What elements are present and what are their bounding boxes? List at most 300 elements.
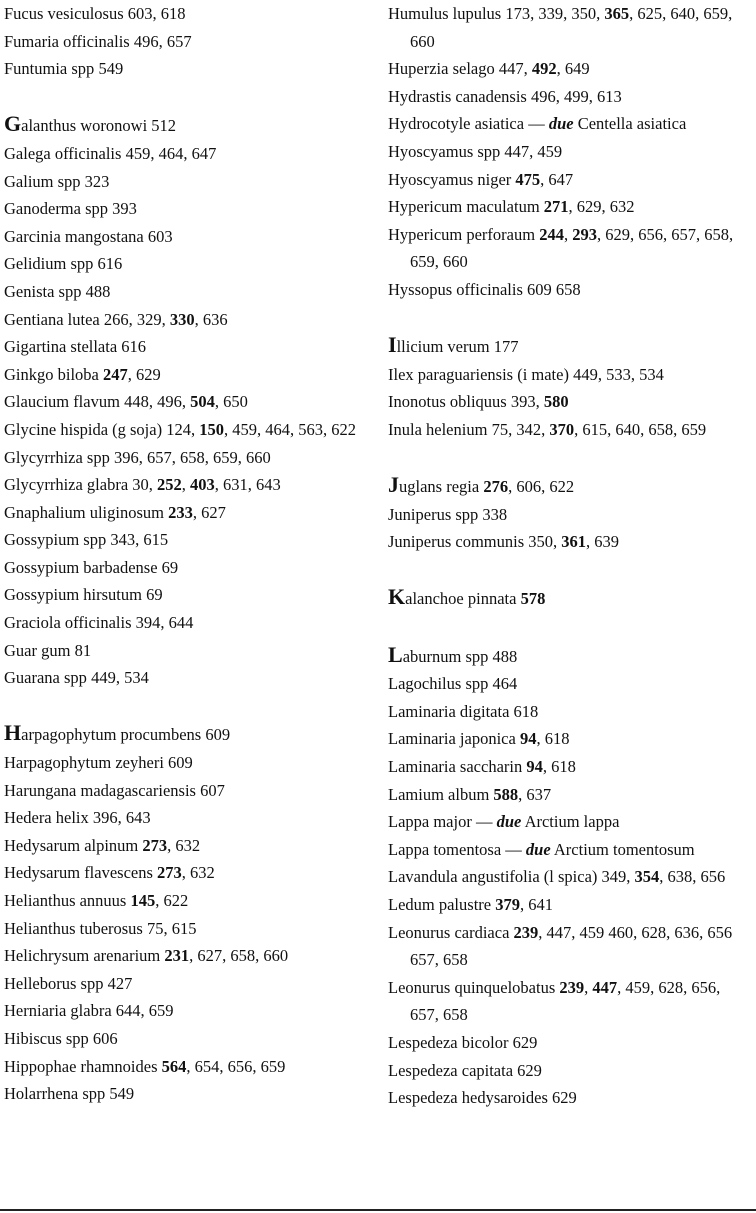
page-ref: 580 (543, 392, 569, 412)
page-ref: 616 (121, 337, 147, 357)
page-ref: 618 (544, 729, 570, 749)
page-ref: 649 (564, 59, 590, 79)
index-entry (388, 808, 752, 836)
index-entry: Leonurus quinquelobatus 239, 447, 459, 628, 656, 657, 658 (388, 977, 721, 1025)
page-ref: 69 (146, 585, 163, 605)
page-ref: 338 (482, 504, 508, 524)
page-ref: 94 (526, 757, 543, 777)
index-entry: Hyoscyamus niger 475, 647 (388, 169, 574, 189)
page-ref: 622 (331, 419, 356, 439)
index-entry (4, 195, 374, 223)
index-entry: Laminaria japonica 94, 618 (388, 729, 570, 749)
index-entry: Gnaphalium uliginosum 233, 627 (4, 502, 226, 522)
page-ref: 629 (552, 1088, 577, 1108)
page-ref: 656 (227, 1056, 253, 1076)
section-initial: H (4, 720, 22, 746)
index-entry: Juniperus communis 350, 361, 639 (388, 532, 619, 552)
page-ref: 323 (84, 171, 110, 191)
page-ref: 293 (572, 224, 597, 244)
page-ref: 629 (605, 224, 630, 244)
entry-name: Hydrocotyle asiatica — (388, 114, 545, 134)
see-reference: due (496, 812, 522, 832)
page-ref: 607 (200, 780, 225, 800)
page-ref: 656 (700, 867, 726, 887)
entry-name: Hippophae rhamnoides (4, 1056, 158, 1076)
page-ref: 449 (91, 668, 116, 688)
page-ref: 637 (526, 784, 552, 804)
page-ref: 496 (133, 31, 159, 51)
page-ref: 641 (528, 895, 553, 914)
page-ref: 233 (168, 502, 193, 522)
entry-name: Helichrysum arenarium (4, 946, 161, 966)
index-entry (388, 583, 752, 613)
page-ref: 177 (493, 337, 519, 357)
index-entry: Graciola officinalis 394, 644 (4, 613, 194, 633)
index-entry: Hippophae rhamnoides 564, 654, 656, 659 (4, 1056, 286, 1076)
entry-name: Leonurus quinquelobatus (388, 977, 556, 997)
page-ref: 656 (638, 224, 663, 244)
see-reference: due (548, 114, 574, 134)
index-entry: Helichrysum arenarium 231, 627, 658, 660 (4, 946, 289, 966)
entry-name: Helianthus annuus (4, 891, 127, 910)
index-entry: Gentiana lutea 266, 329, 330, 636 (4, 309, 228, 329)
page-ref: 657 (671, 224, 696, 244)
entry-name: Inonotus obliquus (388, 392, 507, 412)
page-ref: 660 (263, 946, 289, 966)
index-entry: Inula helenium 75, 342, 370, 615, 640, 658, 659 (388, 419, 707, 439)
entry-name: Juniperus spp (388, 504, 479, 524)
index-entry: Inonotus obliquus 393, 580 (388, 392, 569, 412)
entry-name: Ledum palustre (388, 895, 492, 914)
page-ref: 659 (212, 447, 238, 467)
page-ref: 447 (546, 922, 572, 942)
page-ref: 396 (92, 808, 118, 828)
page-ref: 643 (256, 475, 281, 495)
page-ref: 342 (516, 419, 542, 439)
entry-name: Hibiscus spp (4, 1028, 89, 1048)
page-ref: 660 (443, 252, 468, 272)
page-ref: 631 (223, 475, 248, 495)
page-ref: 625 (637, 4, 663, 23)
page-ref: 603 (127, 4, 153, 23)
index-entry: Helianthus tuberosus 75, 615 (4, 918, 197, 938)
see-reference: due (525, 839, 551, 859)
page-ref: 499 (563, 86, 589, 106)
index-entry (388, 836, 752, 864)
section-gap (388, 613, 752, 641)
page-ref: 549 (109, 1084, 135, 1104)
entry-name: Lappa tomentosa — (388, 839, 522, 859)
page-ref: 659 (410, 252, 435, 272)
entry-name: alanthus woronowi (21, 116, 148, 136)
index-entry: Guarana spp 449, 534 (4, 668, 149, 688)
page-ref: 329 (136, 309, 162, 329)
entry-name: Hypericum maculatum (388, 197, 540, 217)
page-ref: 266 (103, 309, 129, 329)
page-ref: 244 (539, 224, 564, 244)
entry-name: Ginkgo biloba (4, 364, 99, 384)
entry-name: Guarana spp (4, 668, 87, 688)
page-ref: 69 (161, 557, 179, 577)
page-ref: 657 (146, 447, 172, 467)
entry-name: Genista spp (4, 281, 82, 301)
section-initial: L (388, 641, 403, 667)
entry-name: Guar gum (4, 640, 71, 660)
entry-name: Helianthus tuberosus (4, 918, 143, 938)
page-ref: 349 (601, 867, 627, 887)
entry-name: Holarrhena spp (4, 1084, 106, 1104)
index-entry (388, 276, 752, 304)
page-ref: 379 (495, 895, 520, 914)
index-entry: Glycyrrhiza spp 396, 657, 658, 659, 660 (4, 447, 271, 467)
index-entry (4, 250, 374, 278)
page-ref: 252 (157, 475, 182, 495)
entry-name: Gigartina stellata (4, 337, 118, 357)
page-ref: 644 (115, 1001, 141, 1021)
page-ref: 609 (205, 725, 231, 745)
page-ref: 588 (493, 784, 519, 804)
section-gap (4, 692, 374, 720)
page-ref: 30 (132, 475, 149, 495)
entry-name: Galega officinalis (4, 143, 122, 163)
page-ref: 659 (260, 1056, 286, 1076)
page-ref: 75 (491, 419, 509, 439)
entry-name: Lespedeza bicolor (388, 1032, 509, 1052)
section-gap (388, 304, 752, 332)
index-entry: Glycine hispida (g soja) 124, 150, 459, 464, 563, 622 (4, 419, 356, 439)
page-ref: 350 (528, 532, 553, 552)
index-entry (388, 641, 752, 671)
index-entry: Fumaria officinalis 496, 657 (4, 31, 192, 51)
page-ref: 636 (202, 309, 228, 329)
page-ref: 658 (230, 946, 256, 966)
entry-name: Hedysarum flavescens (4, 863, 153, 883)
index-entry (388, 1084, 752, 1112)
entry-name: Glycyrrhiza glabra (4, 475, 129, 495)
entry-name: Gelidium spp (4, 254, 94, 274)
entry-name: Inula helenium (388, 419, 488, 439)
index-entry: Humulus lupulus 173, 339, 350, 365, 625, 640, 659, 660 (388, 4, 733, 51)
page-ref: 447 (504, 141, 530, 161)
see-target: Arctium lappa (524, 812, 620, 832)
entry-name: Lespedeza capitata (388, 1060, 514, 1080)
entry-name: alanchoe pinnata (405, 589, 517, 609)
entry-name: Harungana madagascariensis (4, 780, 196, 800)
index-entry: Hedera helix 396, 643 (4, 808, 151, 828)
entry-name: Galium spp (4, 171, 81, 191)
entry-name: Humulus lupulus (388, 4, 502, 23)
page-ref: 650 (223, 392, 248, 412)
page-ref: 622 (549, 477, 575, 497)
page-ref: 629 (512, 1032, 538, 1052)
section-gap (388, 556, 752, 584)
page-ref: 354 (634, 867, 660, 887)
page-ref: 659 (148, 1001, 174, 1021)
index-entry: Juglans regia 276, 606, 622 (388, 472, 575, 498)
entry-name: Gossypium spp (4, 530, 107, 550)
page-ref: 350 (571, 4, 597, 23)
page-ref: 496 (157, 392, 182, 412)
page-ref: 658 (443, 950, 468, 970)
page-ref: 273 (157, 863, 182, 883)
section-initial: G (4, 111, 22, 137)
page-ref: 464 (492, 674, 518, 694)
see-target: Centella asiatica (577, 114, 687, 134)
see-target: Arctium tomentosum (553, 839, 695, 859)
index-entry (4, 55, 374, 83)
page-ref: 603 (147, 226, 173, 246)
page-ref: 239 (559, 977, 585, 997)
entry-name: Helleborus spp (4, 973, 104, 993)
page-ref: 496 (530, 86, 556, 106)
index-entry: Hyoscyamus spp 447, 459 (388, 141, 563, 161)
page-ref: 492 (531, 59, 557, 79)
index-entry (4, 719, 374, 749)
page-ref: 393 (112, 199, 137, 219)
index-entry: Lavandula angustifolia (l spica) 349, 354, 638, 656 (388, 867, 726, 887)
page-ref: 629 (136, 364, 161, 384)
entry-name: Hedera helix (4, 808, 89, 828)
index-entry (388, 1057, 752, 1085)
entry-name: Hyoscyamus niger (388, 169, 512, 189)
page-ref: 447 (592, 977, 618, 997)
page-ref: 448 (124, 392, 149, 412)
page-ref: 643 (125, 808, 151, 828)
page-ref: 647 (191, 143, 217, 163)
entry-name: Glaucium flavum (4, 392, 120, 412)
entry-name: Gossypium barbadense (4, 557, 158, 577)
section-initial: I (388, 332, 397, 358)
page-ref: 658 (443, 1005, 468, 1025)
index-entry (388, 1029, 752, 1057)
index-entry: Hedysarum flavescens 273, 632 (4, 863, 215, 883)
page-ref: 239 (513, 922, 539, 942)
entry-name: Gentiana lutea (4, 309, 100, 329)
page-ref: 512 (151, 116, 177, 136)
index-entry (4, 168, 374, 196)
entry-name: Fucus vesiculosus (4, 4, 124, 23)
entry-name: Lespedeza hedysaroides (388, 1088, 548, 1108)
entry-name: Garcinia mangostana (4, 226, 144, 246)
index-entry: Ilex paraguariensis (i mate) 449, 533, 534 (388, 364, 664, 384)
page-ref: 658 (704, 224, 729, 244)
index-entry: Laminaria saccharin 94, 618 (388, 757, 576, 777)
page-ref: 394 (135, 613, 161, 633)
bottom-rule (0, 1209, 756, 1211)
page-ref: 94 (519, 729, 537, 749)
entry-name: Glycyrrhiza spp (4, 447, 110, 467)
page-ref: 606 (92, 1028, 118, 1048)
section-gap (388, 444, 752, 472)
index-entry: Fucus vesiculosus 603, 618 (4, 4, 186, 23)
entry-name: Graciola officinalis (4, 613, 132, 633)
page-ref: 654 (194, 1056, 220, 1076)
page-ref: 578 (520, 589, 546, 609)
page-ref: 644 (168, 613, 194, 633)
page-ref: 616 (97, 254, 123, 274)
page-ref: 427 (107, 973, 133, 993)
index-entry: Hydrastis canadensis 496, 499, 613 (388, 86, 622, 106)
section-initial: J (388, 472, 399, 498)
page-ref: 615 (582, 419, 608, 439)
entry-name: aburnum spp (402, 646, 489, 666)
entry-name: Herniaria glabra (4, 1001, 112, 1021)
section-initial: K (388, 584, 406, 610)
page-ref: 124 (166, 419, 191, 439)
page-ref: 640 (670, 4, 696, 23)
page-ref: 632 (190, 863, 215, 883)
entry-name: Lamium album (388, 784, 490, 804)
index-entry: Hedysarum alpinum 273, 632 (4, 835, 201, 855)
section-gap (4, 83, 374, 111)
page-ref: 403 (190, 475, 215, 495)
index-entry: Ginkgo biloba 247, 629 (4, 364, 161, 384)
page-ref: 563 (298, 419, 323, 439)
page-ref: 629 (517, 1060, 542, 1080)
page-ref: 658 (179, 447, 205, 467)
index-entry: Glycyrrhiza glabra 30, 252, 403, 631, 643 (4, 475, 281, 495)
index-entry: Huperzia selago 447, 492, 649 (388, 59, 590, 79)
index-entry (388, 110, 752, 138)
page-ref: 339 (538, 4, 564, 23)
left-column (4, 0, 374, 1108)
entry-name: Ganoderma spp (4, 199, 109, 219)
page-ref: 231 (164, 946, 190, 966)
page-ref: 618 (160, 4, 186, 23)
page-ref: 276 (483, 477, 509, 497)
index-entry: Ledum palustre 379, 641 (388, 895, 553, 914)
page-ref: 459 (232, 419, 257, 439)
entry-name: Hyssopus officinalis 609 (388, 279, 552, 299)
index-entry (4, 1080, 374, 1108)
index-entry (4, 110, 374, 140)
page-ref: 618 (551, 757, 576, 777)
page-ref: 609 (168, 753, 193, 773)
index-entry (388, 501, 752, 529)
entry-name: Glycine hispida (g soja) (4, 419, 163, 439)
entry-name: llicium verum (396, 337, 490, 357)
page-ref: 459 (625, 977, 651, 997)
page-ref: 627 (201, 502, 226, 522)
index-entry: Gossypium spp 343, 615 (4, 530, 169, 550)
page-ref: 618 (513, 701, 539, 721)
entry-name: Harpagophytum zeyheri (4, 753, 164, 773)
page-ref: 656 (691, 977, 717, 997)
entry-name: Lavandula angustifolia (l spica) (388, 867, 598, 887)
page-ref: 271 (543, 197, 569, 217)
page-ref: 615 (143, 530, 169, 550)
index-entry (4, 970, 374, 998)
page-ref: 150 (199, 419, 224, 439)
page-ref: 330 (169, 309, 195, 329)
page-ref: 365 (604, 4, 630, 23)
entry-name: Funtumia spp (4, 59, 95, 79)
index-entry: Herniaria glabra 644, 659 (4, 1001, 174, 1021)
entry-name: Hedysarum alpinum (4, 835, 139, 855)
index-entry (388, 331, 752, 361)
page-ref: 534 (124, 668, 149, 688)
page-ref: 613 (596, 86, 622, 106)
index-entry: Lamium album 588, 637 (388, 784, 552, 804)
page-ref: 464 (265, 419, 290, 439)
page-ref: 564 (161, 1056, 187, 1076)
page-ref: 660 (245, 447, 271, 467)
page-ref: 659 (703, 4, 729, 23)
index-entry: Galega officinalis 459, 464, 647 (4, 143, 217, 163)
page-ref: 370 (549, 419, 575, 439)
page-ref: 606 (516, 477, 542, 497)
index-entry: Glaucium flavum 448, 496, 504, 650 (4, 392, 248, 412)
page-ref: 488 (492, 646, 518, 666)
entry-name: Laminaria saccharin (388, 757, 523, 777)
page-ref: 658 (555, 279, 581, 299)
index-entry (4, 223, 374, 251)
page-ref: 660 (410, 31, 435, 51)
page-ref: 81 (74, 640, 92, 660)
index-entry (4, 1025, 374, 1053)
entry-name: Leonurus cardiaca (388, 922, 510, 942)
page-ref: 657 (410, 1005, 435, 1025)
index-entry: Leonurus cardiaca 239, 447, 459 460, 628, 636, 656 657, 658 (388, 922, 733, 970)
page-ref: 447 (498, 59, 524, 79)
page-ref: 459 (537, 141, 563, 161)
entry-name: Lagochilus spp (388, 674, 489, 694)
page-ref: 638 (667, 867, 693, 887)
page-ref: 627 (197, 946, 223, 966)
entry-name: Ilex paraguariensis (i mate) (388, 364, 569, 384)
page-ref: 659 (681, 419, 707, 439)
page-ref: 629 (576, 197, 602, 217)
page-ref: 628 (641, 922, 667, 942)
page-ref: 534 (639, 364, 664, 384)
page-ref: 459 460 (579, 922, 634, 942)
index-entry (4, 278, 374, 306)
page-ref: 459 (125, 143, 151, 163)
page-ref: 640 (615, 419, 641, 439)
entry-name: Gossypium hirsutum (4, 585, 142, 605)
page-ref: 632 (175, 835, 201, 855)
entry-name: Laminaria japonica (388, 729, 516, 749)
page-ref: 396 (113, 447, 139, 467)
page-ref: 449 (573, 364, 598, 384)
page-ref: 343 (110, 530, 136, 550)
index-entry (388, 698, 752, 726)
page-ref: 533 (606, 364, 631, 384)
entry-name: Juniperus communis (388, 532, 525, 552)
page-ref: 657 (166, 31, 192, 51)
right-column (388, 0, 752, 1112)
index-entry (4, 581, 374, 609)
page-ref: 658 (648, 419, 674, 439)
entry-name: uglans regia (399, 477, 480, 497)
page-ref: 464 (158, 143, 184, 163)
index-entry (4, 333, 374, 361)
entry-name: Lappa major — (388, 812, 493, 832)
index-entry (388, 670, 752, 698)
page-ref: 475 (515, 169, 541, 189)
index-entry (4, 554, 374, 582)
entry-name: Hypericum perforaum (388, 224, 536, 244)
page-ref: 361 (561, 532, 586, 552)
page-ref: 622 (163, 891, 189, 910)
page-ref: 647 (548, 169, 574, 189)
index-entry: Hypericum maculatum 271, 629, 632 (388, 197, 635, 217)
page-ref: 393 (510, 392, 536, 412)
page-ref: 504 (190, 392, 215, 412)
index-entry: Helianthus annuus 145, 622 (4, 891, 189, 910)
page-ref: 75 (146, 918, 164, 938)
page-ref: 247 (103, 364, 128, 384)
